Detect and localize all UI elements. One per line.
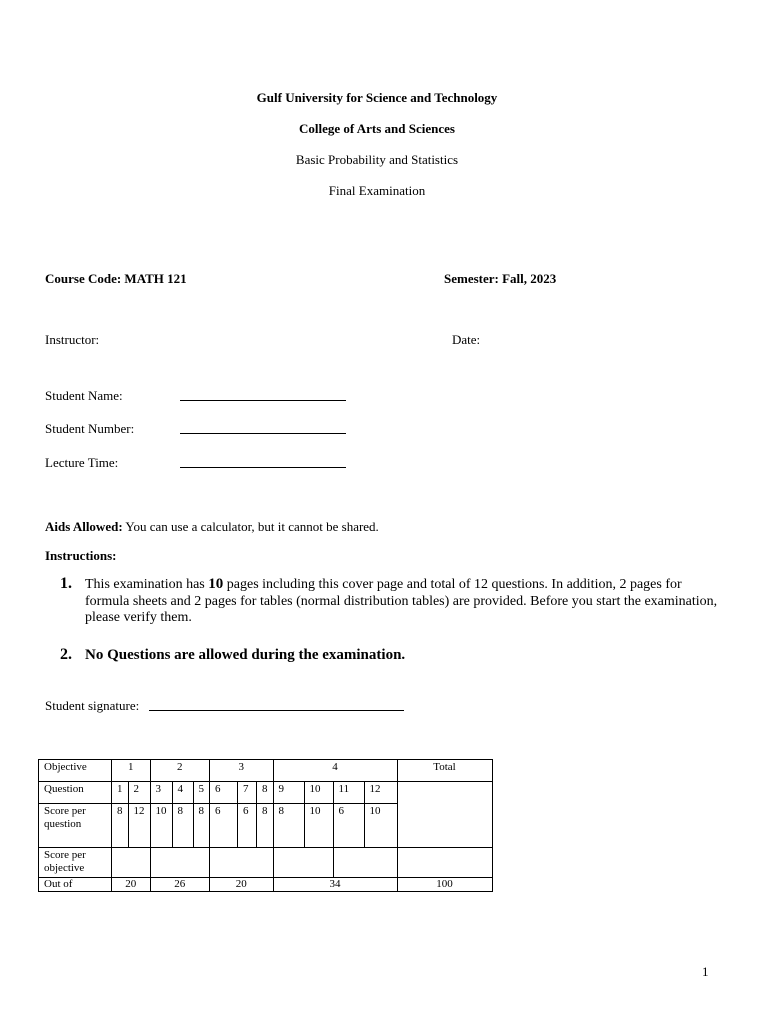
out-of-cell: 34 bbox=[273, 878, 397, 892]
question-cell: 7 bbox=[238, 782, 257, 804]
question-cell: 10 bbox=[304, 782, 333, 804]
question-cell: 6 bbox=[210, 782, 238, 804]
course-name: Basic Probability and Statistics bbox=[295, 152, 459, 167]
out-of-header: Out of bbox=[39, 878, 112, 892]
objective-header: Objective bbox=[39, 760, 112, 782]
question-cell: 4 bbox=[172, 782, 193, 804]
signature-field[interactable] bbox=[149, 698, 404, 715]
instruction-text-1 bbox=[85, 576, 720, 627]
objective-score-cell[interactable] bbox=[112, 848, 151, 878]
objective-2: 2 bbox=[150, 760, 210, 782]
out-of-cell: 26 bbox=[150, 878, 210, 892]
question-cell: 12 bbox=[364, 782, 397, 804]
question-cell: 9 bbox=[273, 782, 304, 804]
score-per-question-header: Score per question bbox=[39, 804, 112, 848]
instruction-page-count: 10 bbox=[208, 576, 224, 592]
question-cell: 2 bbox=[128, 782, 150, 804]
exam-title: Final Examination bbox=[328, 183, 426, 198]
question-cell: 1 bbox=[112, 782, 129, 804]
score-cell: 6 bbox=[238, 804, 257, 848]
instruction-item-1 bbox=[60, 576, 720, 627]
objective-3: 3 bbox=[210, 760, 274, 782]
student-name-field[interactable] bbox=[180, 388, 346, 405]
date-label: Date: bbox=[452, 332, 481, 347]
out-of-cell: 20 bbox=[210, 878, 274, 892]
question-cell: 8 bbox=[257, 782, 274, 804]
objective-score-cell[interactable] bbox=[210, 848, 274, 878]
question-cell: 11 bbox=[333, 782, 364, 804]
score-cell: 8 bbox=[273, 804, 304, 848]
score-cell: 10 bbox=[150, 804, 172, 848]
total-score-cell[interactable] bbox=[397, 782, 492, 848]
instruction-text-post: pages including this cover page and total of 12 questions. In addition, 2 pages for formula sheets and 2 pages for tables (normal distribution tables) are provided. Before you start the examination, please verify them. bbox=[85, 577, 718, 625]
score-cell: 8 bbox=[172, 804, 193, 848]
question-header: Question bbox=[39, 782, 112, 804]
instructor-label: Instructor: bbox=[45, 332, 100, 347]
objective-score-cell[interactable] bbox=[273, 848, 333, 878]
instruction-number-2: 2. bbox=[60, 646, 72, 663]
score-per-objective-header: Score per objective bbox=[39, 848, 112, 878]
lecture-time-field[interactable] bbox=[180, 455, 346, 472]
instruction-text-pre: This examination has bbox=[85, 577, 209, 592]
score-table bbox=[38, 759, 493, 892]
page-number: 1 bbox=[702, 964, 709, 979]
score-cell: 6 bbox=[210, 804, 238, 848]
score-cell: 6 bbox=[333, 804, 364, 848]
score-cell: 8 bbox=[257, 804, 274, 848]
signature-label: Student signature: bbox=[45, 698, 140, 713]
total-header: Total bbox=[397, 760, 492, 782]
aids-allowed bbox=[45, 519, 379, 535]
aids-label: Aids Allowed: bbox=[45, 519, 123, 534]
instruction-text-2: No Questions are allowed during the examination. bbox=[85, 647, 406, 663]
instruction-item-2 bbox=[60, 647, 720, 664]
university-name: Gulf University for Science and Technology bbox=[256, 90, 498, 105]
course-code: Course Code: MATH 121 bbox=[45, 271, 187, 286]
student-number-label: Student Number: bbox=[45, 421, 135, 436]
objective-score-cell[interactable] bbox=[397, 848, 492, 878]
score-cell: 10 bbox=[304, 804, 333, 848]
college-name: College of Arts and Sciences bbox=[299, 121, 455, 136]
instructions-title: Instructions: bbox=[45, 548, 117, 563]
score-cell: 8 bbox=[112, 804, 129, 848]
objective-score-cell[interactable] bbox=[150, 848, 210, 878]
objective-score-cell[interactable] bbox=[333, 848, 397, 878]
objective-1: 1 bbox=[112, 760, 151, 782]
semester: Semester: Fall, 2023 bbox=[444, 271, 557, 286]
instruction-number-1: 1. bbox=[60, 575, 72, 592]
lecture-time-label: Lecture Time: bbox=[45, 455, 119, 470]
student-number-field[interactable] bbox=[180, 421, 346, 438]
out-of-total: 100 bbox=[397, 878, 492, 892]
score-cell: 12 bbox=[128, 804, 150, 848]
score-cell: 10 bbox=[364, 804, 397, 848]
question-cell: 5 bbox=[193, 782, 210, 804]
aids-text: You can use a calculator, but it cannot be shared. bbox=[122, 519, 379, 534]
objective-4: 4 bbox=[273, 760, 397, 782]
student-name-label: Student Name: bbox=[45, 388, 123, 403]
score-cell: 8 bbox=[193, 804, 210, 848]
question-cell: 3 bbox=[150, 782, 172, 804]
out-of-cell: 20 bbox=[112, 878, 151, 892]
